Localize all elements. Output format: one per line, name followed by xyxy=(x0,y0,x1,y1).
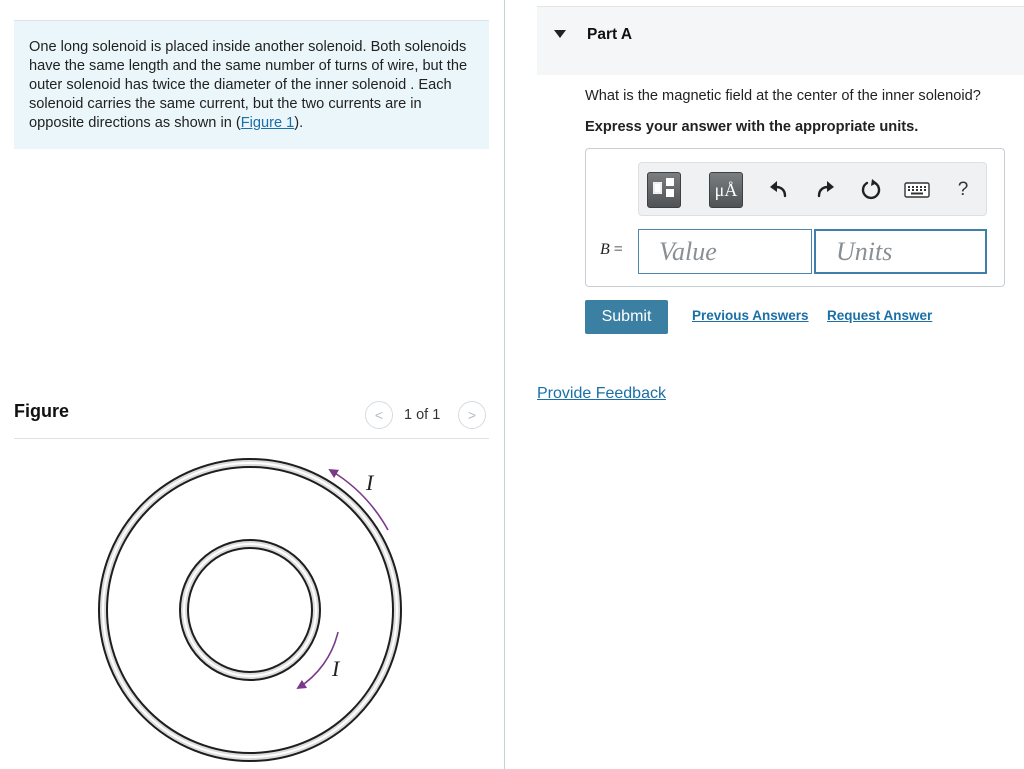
redo-button[interactable] xyxy=(812,177,838,203)
prev-figure-button[interactable] xyxy=(365,401,393,429)
provide-feedback-link[interactable]: Provide Feedback xyxy=(537,385,666,402)
figure-divider xyxy=(14,438,489,439)
equals-sign: = xyxy=(609,241,623,258)
solenoid-figure xyxy=(14,440,489,769)
request-answer-link[interactable]: Request Answer xyxy=(827,308,933,323)
figure-page-indicator: 1 of 1 xyxy=(404,407,441,423)
column-divider xyxy=(504,0,505,769)
problem-text-before: One long solenoid is placed inside another solenoid. Both solenoids have the same length and the same number of turns of wire, but the outer solenoid has twice the diameter of the inner solenoid . Each solenoid carries the same current, but the two currents are in opposite directions as shown in ( xyxy=(29,39,468,131)
math-toolbar xyxy=(638,162,987,216)
keyboard-button[interactable] xyxy=(904,177,930,203)
help-icon: ? xyxy=(957,179,969,200)
reset-button[interactable] xyxy=(858,177,884,203)
problem-text-after: ). xyxy=(294,115,304,131)
submit-button[interactable]: Submit xyxy=(585,300,668,334)
keyboard-icon xyxy=(904,182,930,198)
next-figure-button[interactable] xyxy=(458,401,486,429)
variable-symbol: B xyxy=(600,241,610,258)
outer-solenoid xyxy=(103,463,397,757)
left-panel xyxy=(0,0,505,769)
figure-link[interactable]: Figure 1 xyxy=(240,115,295,131)
outer-current-label: I xyxy=(366,470,374,495)
templates-button[interactable] xyxy=(647,172,681,208)
problem-statement xyxy=(29,38,479,133)
caret-down-icon[interactable] xyxy=(554,30,566,38)
reset-icon xyxy=(859,178,883,202)
inner-current-label: I xyxy=(332,656,340,681)
chevron-left-icon: < xyxy=(374,407,384,423)
inner-solenoid xyxy=(184,544,316,676)
problem-statement-box xyxy=(14,20,489,149)
units-icon: μÅ xyxy=(714,180,738,200)
undo-icon xyxy=(768,179,790,201)
previous-answers-link[interactable]: Previous Answers xyxy=(692,308,809,323)
units-button[interactable] xyxy=(709,172,743,208)
part-title: Part A xyxy=(587,26,633,43)
outer-current-arrow xyxy=(330,470,388,530)
help-button[interactable] xyxy=(950,177,976,203)
units-input[interactable] xyxy=(814,229,987,274)
question-text: What is the magnetic field at the center of the inner solenoid? xyxy=(585,88,981,104)
value-input[interactable] xyxy=(638,229,812,274)
redo-icon xyxy=(814,179,836,201)
answer-variable-label xyxy=(600,241,623,259)
part-header[interactable] xyxy=(537,6,1024,75)
figure-title: Figure xyxy=(14,401,70,421)
answer-box xyxy=(585,148,1005,287)
templates-icon xyxy=(648,173,680,207)
instruction-text: Express your answer with the appropriate units. xyxy=(585,119,919,135)
undo-button[interactable] xyxy=(766,177,792,203)
chevron-right-icon: > xyxy=(467,407,477,423)
